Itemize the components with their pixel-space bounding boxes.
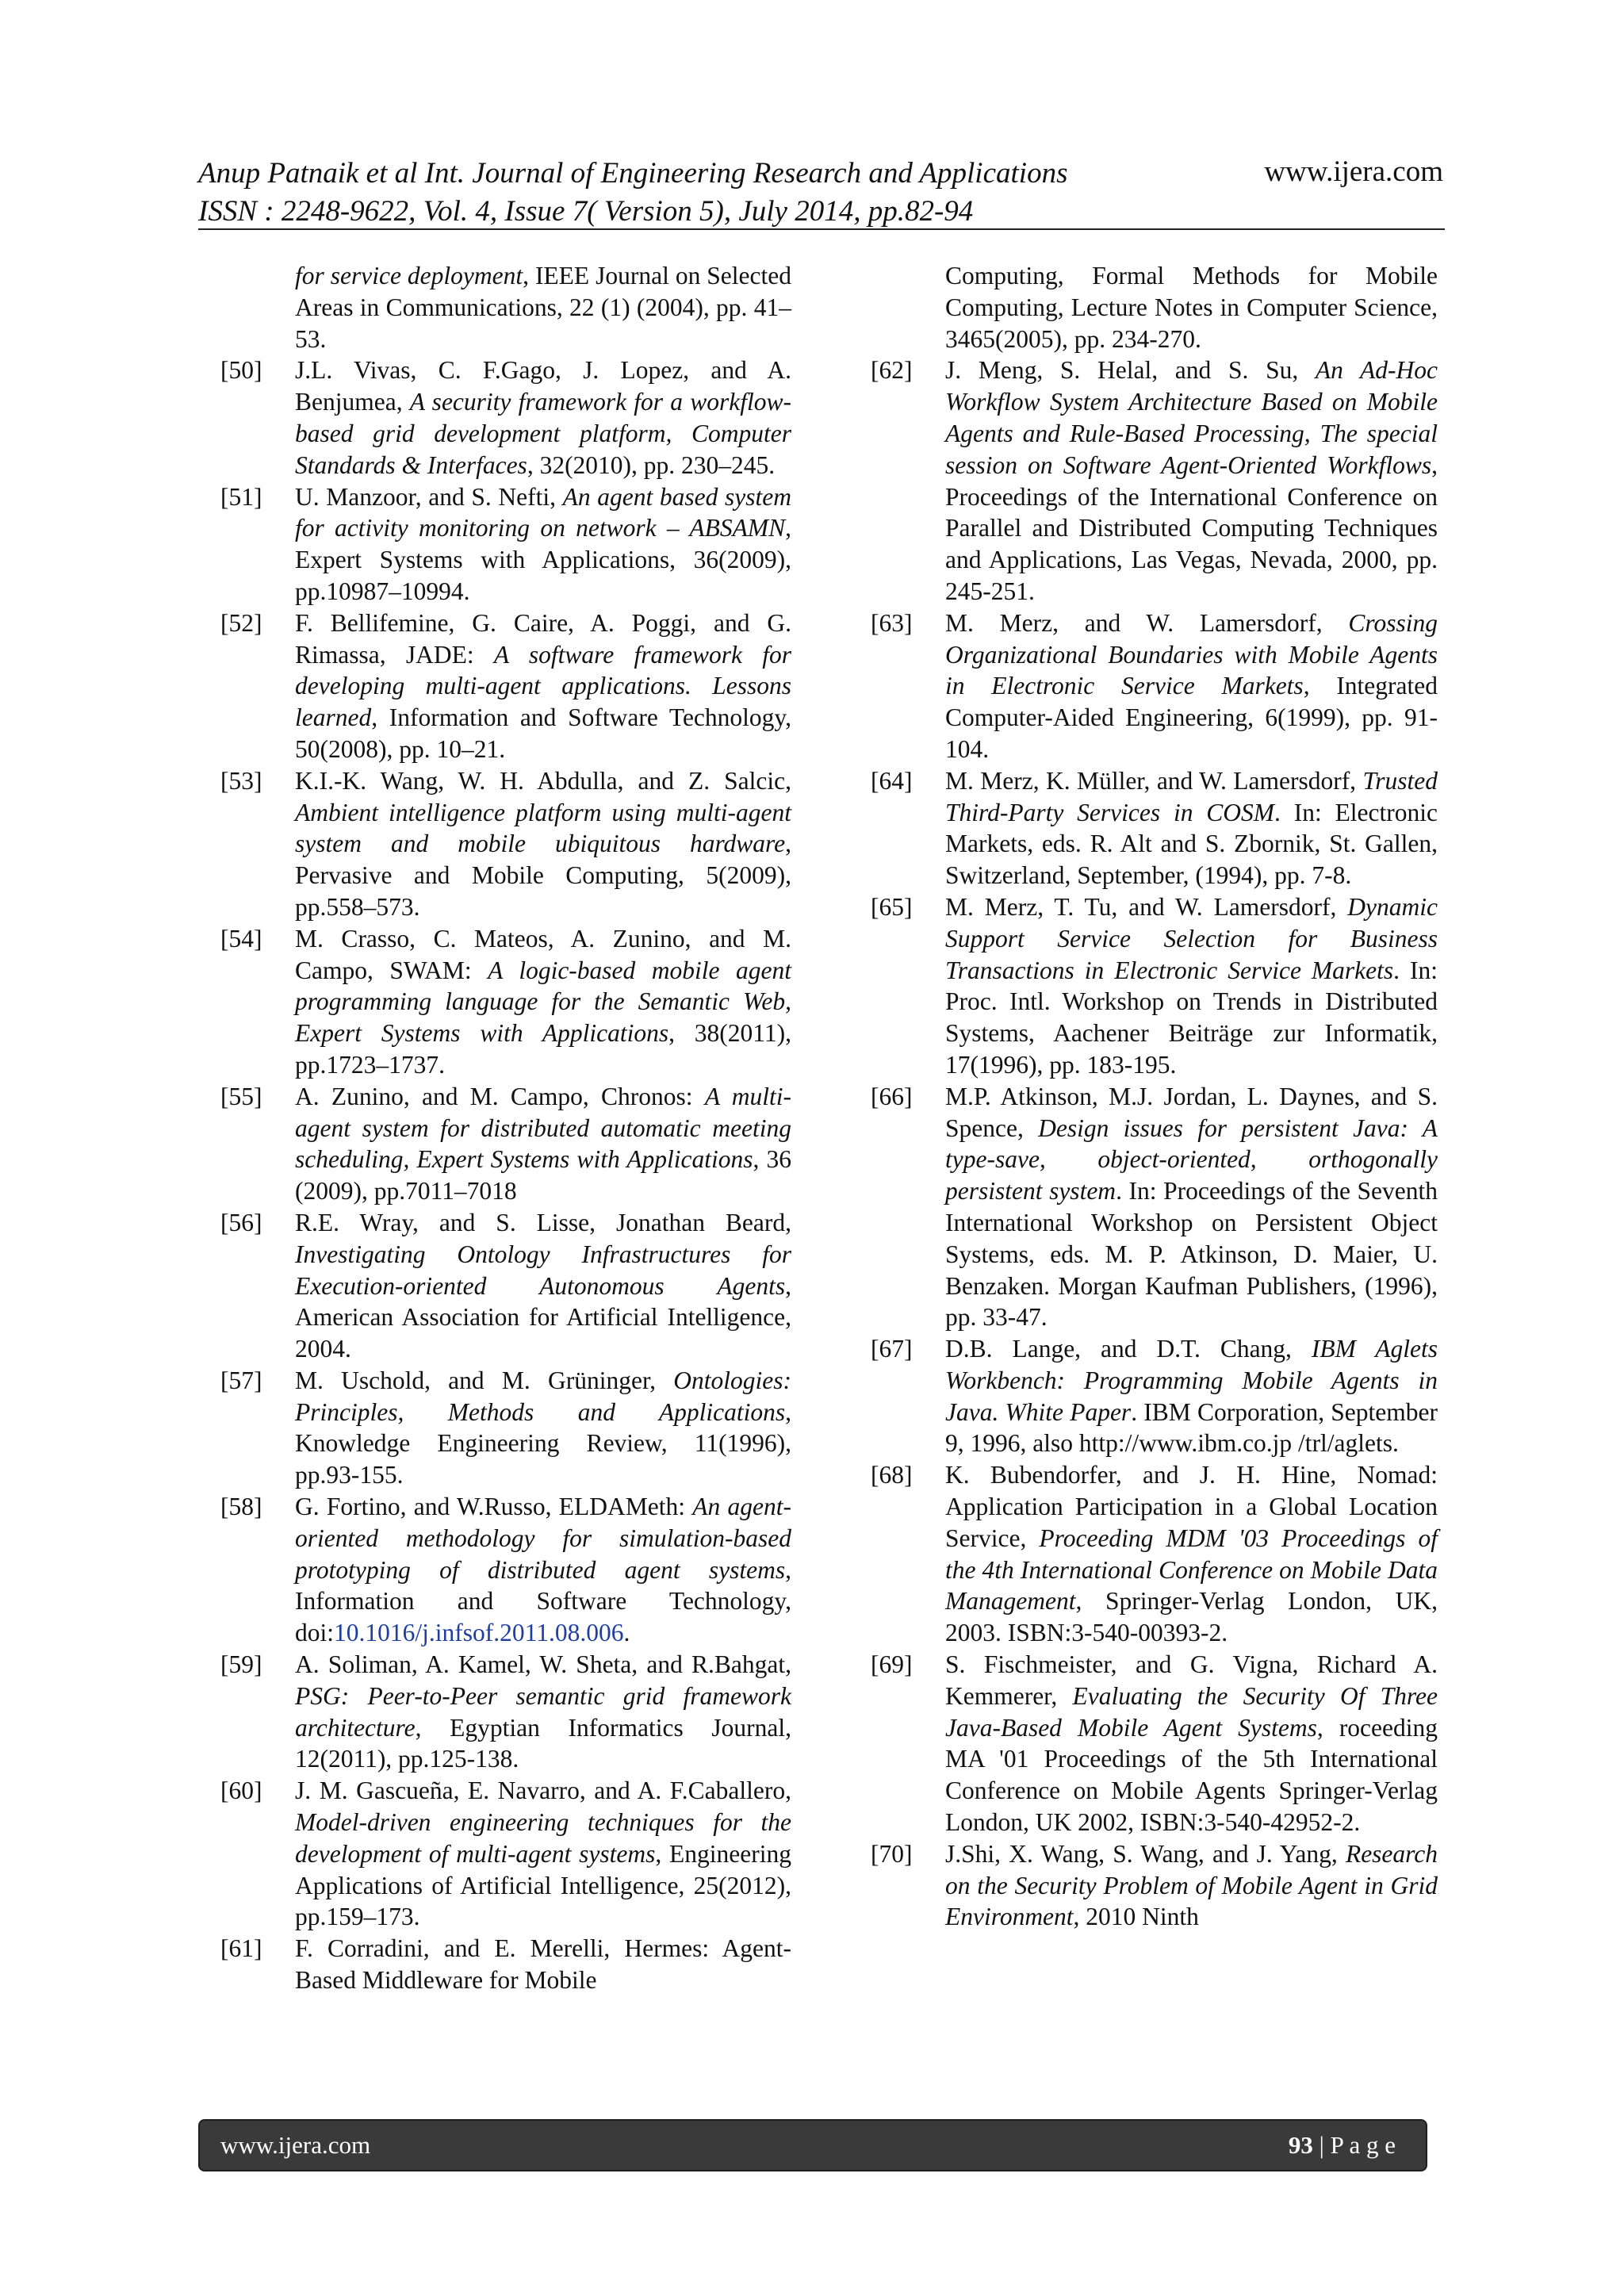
reference-title: A multi-agent system for distributed automatic meeting scheduling, Expert Systems with Applications [295,1082,791,1174]
reference-number [220,260,295,355]
reference-segment: , 38(2011), pp.1723–1737. [295,1019,791,1079]
reference-segment: , Springer-Verlag London, UK, 2003. ISBN:3-540-00393-2. [945,1587,1438,1647]
reference-entry [871,608,1438,765]
reference-title: Model-driven engineering techniques for the development of multi-agent systems [295,1808,791,1868]
reference-text [295,355,791,481]
reference-entry [871,1333,1438,1459]
reference-segment: . In: Proc. Intl. Workshop on Trends in Distributed Systems, Aachener Beiträge zur Informatik, 17(1996), pp. 183-195. [945,956,1438,1079]
reference-number: [62] [871,356,913,385]
running-header [198,155,1443,231]
reference-text [295,1775,791,1933]
reference-entry [220,1365,791,1491]
reference-segment: , Proceedings of the International Conference on Parallel and Distributed Computing Techniques and Applications, Las Vegas, Nevada, 2000, pp. 245-251. [945,450,1438,605]
references-column-right [871,260,1438,1933]
reference-title: Proceeding MDM '03 Proceedings of the 4th International Conference on Mobile Data Management [945,1524,1438,1616]
journal-title: Anup Patnaik et al Int. Journal of Engineering Research and Applications [198,157,1068,190]
reference-number: [64] [871,766,913,795]
reference-title: Ontologies: Principles, Methods and Applications [295,1366,791,1426]
reference-title: IBM Aglets Workbench: Programming Mobile Agents in Java. White Paper [945,1335,1438,1426]
reference-entry [871,355,1438,607]
reference-text [945,1649,1438,1838]
reference-number: [60] [220,1777,262,1805]
reference-text [295,765,791,923]
reference-entry [220,260,791,355]
reference-segment: Computing, Formal Methods for Mobile Computing, Lecture Notes in Computer Science, 3465(2005), pp. 234-270. [945,262,1438,353]
reference-text [295,1207,791,1365]
reference-title: An agent-oriented methodology for simulation-based prototyping of distributed agent systems [295,1493,791,1584]
reference-number: [57] [220,1366,262,1394]
reference-entry [871,1459,1438,1649]
reference-text [295,1081,791,1207]
reference-segment: M. Merz, T. Tu, and W. Lamersdorf, [945,892,1348,921]
reference-title: Investigating Ontology Infrastructures for Execution-oriented Autonomous Agents [295,1240,791,1300]
reference-number: [50] [220,356,262,385]
reference-number [871,260,945,355]
reference-segment: A. Zunino, and M. Campo, Chronos: [295,1082,705,1110]
reference-title: PSG: Peer-to-Peer semantic grid framework architecture [295,1681,791,1742]
reference-segment: J. Meng, S. Helal, and S. Su, [945,356,1316,385]
reference-entry [871,1838,1438,1933]
reference-title: Ambient intelligence platform using multi-agent system and mobile ubiquitous hardware [295,798,791,858]
reference-segment: F. Bellifemine, G. Caire, A. Poggi, and G. Rimassa, JADE: [295,608,791,669]
reference-segment: F. Corradini, and E. Merelli, Hermes: Agent-Based Middleware for Mobile [295,1934,791,1995]
reference-text [295,1649,791,1775]
reference-segment: , Engineering Applications of Artificial Intelligence, 25(2012), pp.159–173. [295,1839,791,1931]
reference-number: [67] [871,1335,913,1363]
reference-segment: , IEEE Journal on Selected Areas in Communications, 22 (1) (2004), pp. 41–53. [295,262,791,353]
reference-text [295,1491,791,1649]
reference-entry [220,1775,791,1933]
reference-number: [65] [871,892,913,921]
reference-segment: , American Association for Artificial Intelligence, 2004. [295,1271,791,1363]
footer-url[interactable]: www.ijera.com [220,2131,371,2159]
reference-entry [220,1081,791,1207]
issn-line: ISSN : 2248-9622, Vol. 4, Issue 7( Version 5), July 2014, pp.82-94 [198,195,974,228]
reference-title: Design issues for persistent Java: A type-save, object-oriented, orthogonally persistent system [945,1114,1438,1205]
reference-segment: , Pervasive and Mobile Computing, 5(2009), pp.558–573. [295,830,791,921]
doi-link[interactable]: 10.1016/j.infsof.2011.08.006 [334,1619,624,1647]
reference-segment: U. Manzoor, and S. Nefti, [295,482,563,511]
journal-url[interactable]: www.ijera.com [1264,155,1443,188]
references-column-left [220,260,791,1996]
reference-entry [871,891,1438,1081]
reference-entry [871,1081,1438,1333]
reference-number: [56] [220,1208,262,1236]
reference-entry [220,765,791,923]
reference-title: A security framework for a workflow-based grid development platform, Computer Standards & Interfaces [295,388,791,479]
reference-entry [220,355,791,481]
reference-text [945,1459,1438,1649]
reference-entry [220,608,791,765]
reference-title: Dynamic Support Service Selection for Business Transactions in Electronic Service Markets [945,892,1438,984]
reference-number: [59] [220,1650,262,1679]
reference-text [945,1081,1438,1333]
reference-entry [220,1491,791,1649]
reference-segment: M. Uschold, and M. Grüninger, [295,1366,674,1394]
reference-segment: . In: Electronic Markets, eds. R. Alt and S. Zbornik, St. Gallen, Switzerland, September, (1994), pp. 7-8. [945,798,1438,890]
reference-title: Trusted Third-Party Services in COSM [945,766,1438,826]
reference-segment: , Knowledge Engineering Review, 11(1996), pp.93-155. [295,1397,791,1489]
reference-segment: M. Crasso, C. Mateos, A. Zunino, and M. Campo, SWAM: [295,924,791,984]
reference-text [945,1838,1438,1933]
reference-text [945,765,1438,891]
reference-text [295,608,791,765]
reference-text [945,1333,1438,1459]
reference-text [945,608,1438,765]
reference-text [295,1933,791,1996]
page-footer [198,2119,1427,2171]
reference-segment: K. Bubendorfer, and J. H. Hine, Nomad: Application Participation in a Global Location Service, [945,1461,1438,1552]
reference-number: [69] [871,1650,913,1679]
reference-segment: , Egyptian Informatics Journal, 12(2011), pp.125-138. [295,1713,791,1773]
page-label: | P a g e [1312,2131,1396,2159]
reference-text [945,355,1438,607]
reference-title: An Ad-Hoc Workflow System Architecture Based on Mobile Agents and Rule-Based Processing, The special session on Software Agent-Oriented Workflows [945,356,1438,479]
reference-number: [53] [220,766,262,795]
reference-number: [52] [220,608,262,637]
reference-title: Research on the Security Problem of Mobile Agent in Grid Environment [945,1839,1438,1931]
reference-entry [220,481,791,608]
reference-segment: , Integrated Computer-Aided Engineering, 6(1999), pp. 91-104. [945,672,1438,763]
reference-segment: S. Fischmeister, and G. Vigna, Richard A. Kemmerer, [945,1650,1438,1710]
reference-text [295,923,791,1081]
reference-number: [70] [871,1839,913,1868]
reference-title: A software framework for developing multi-agent applications. Lessons learned [295,640,792,732]
reference-segment: A. Soliman, A. Kamel, W. Sheta, and R.Bahgat, [295,1650,791,1679]
reference-segment: , 36 (2009), pp.7011–7018 [295,1145,792,1205]
reference-segment: D.B. Lange, and D.T. Chang, [945,1335,1312,1363]
reference-number: [55] [220,1082,262,1110]
reference-segment: J. M. Gascueña, E. Navarro, and A. F.Caballero, [295,1777,791,1805]
reference-entry [871,260,1438,355]
reference-number: [58] [220,1493,262,1521]
reference-segment: . IBM Corporation, September 9, 1996, also http://www.ibm.co.jp /trl/aglets. [945,1397,1438,1458]
reference-segment: , Information and Software Technology, 50(2008), pp. 10–21. [295,703,791,763]
reference-title: An agent based system for activity monitoring on network – ABSAMN [295,482,791,542]
reference-number: [51] [220,482,262,511]
reference-entry [220,1649,791,1775]
page-number: 93 [1288,2131,1313,2159]
reference-segment: M. Merz, K. Müller, and W. Lamersdorf, [945,766,1363,795]
reference-entry [871,1649,1438,1838]
reference-segment: . [623,1619,630,1647]
reference-title: Evaluating the Security Of Three Java-Based Mobile Agent Systems [945,1681,1438,1742]
reference-entry [220,1933,791,1996]
header-row-1 [198,155,1443,193]
reference-segment: R.E. Wray, and S. Lisse, Jonathan Beard, [295,1208,791,1236]
reference-entry [871,765,1438,891]
reference-text [945,891,1438,1081]
reference-entry [220,1207,791,1365]
reference-entry [220,923,791,1081]
reference-number: [54] [220,924,262,953]
reference-segment: G. Fortino, and W.Russo, ELDAMeth: [295,1493,693,1521]
reference-number: [63] [871,608,913,637]
reference-segment: J.Shi, X. Wang, S. Wang, and J. Yang, [945,1839,1346,1868]
reference-segment: J.L. Vivas, C. F.Gago, J. Lopez, and A. Benjumea, [295,356,791,416]
reference-text [945,260,1438,355]
reference-number: [61] [220,1934,262,1963]
reference-title: A logic-based mobile agent programming language for the Semantic Web, Expert Systems with Applications [295,956,791,1048]
reference-text [295,1365,791,1491]
reference-segment: , roceeding MA '01 Proceedings of the 5th International Conference on Mobile Agents Springer-Verlag London, UK 2002, ISBN:3-540-42952-2. [945,1713,1438,1837]
page-indicator [1289,2131,1396,2160]
reference-number: [66] [871,1082,913,1110]
reference-segment: , 2010 Ninth [1073,1903,1199,1931]
reference-title: for service deployment [295,262,523,289]
reference-text [295,260,791,355]
reference-segment: , Expert Systems with Applications, 36(2009), pp.10987–10994. [295,514,791,605]
reference-number: [68] [871,1461,913,1489]
reference-segment: , 32(2010), pp. 230–245. [527,450,776,479]
reference-segment: K.I.-K. Wang, W. H. Abdulla, and Z. Salcic, [295,766,791,795]
reference-segment: M. Merz, and W. Lamersdorf, [945,608,1349,637]
reference-segment: M.P. Atkinson, M.J. Jordan, L. Daynes, and S. Spence, [945,1082,1438,1142]
header-rule [198,228,1445,230]
reference-segment: . In: Proceedings of the Seventh International Workshop on Persistent Object Systems, eds. M. P. Atkinson, D. Maier, U. Benzaken. Morgan Kaufman Publishers, (1996), pp. 33-47. [945,1177,1438,1332]
reference-title: Crossing Organizational Boundaries with Mobile Agents in Electronic Service Markets [945,608,1438,700]
reference-segment: , Information and Software Technology, doi: [295,1555,791,1647]
reference-text [295,481,791,608]
